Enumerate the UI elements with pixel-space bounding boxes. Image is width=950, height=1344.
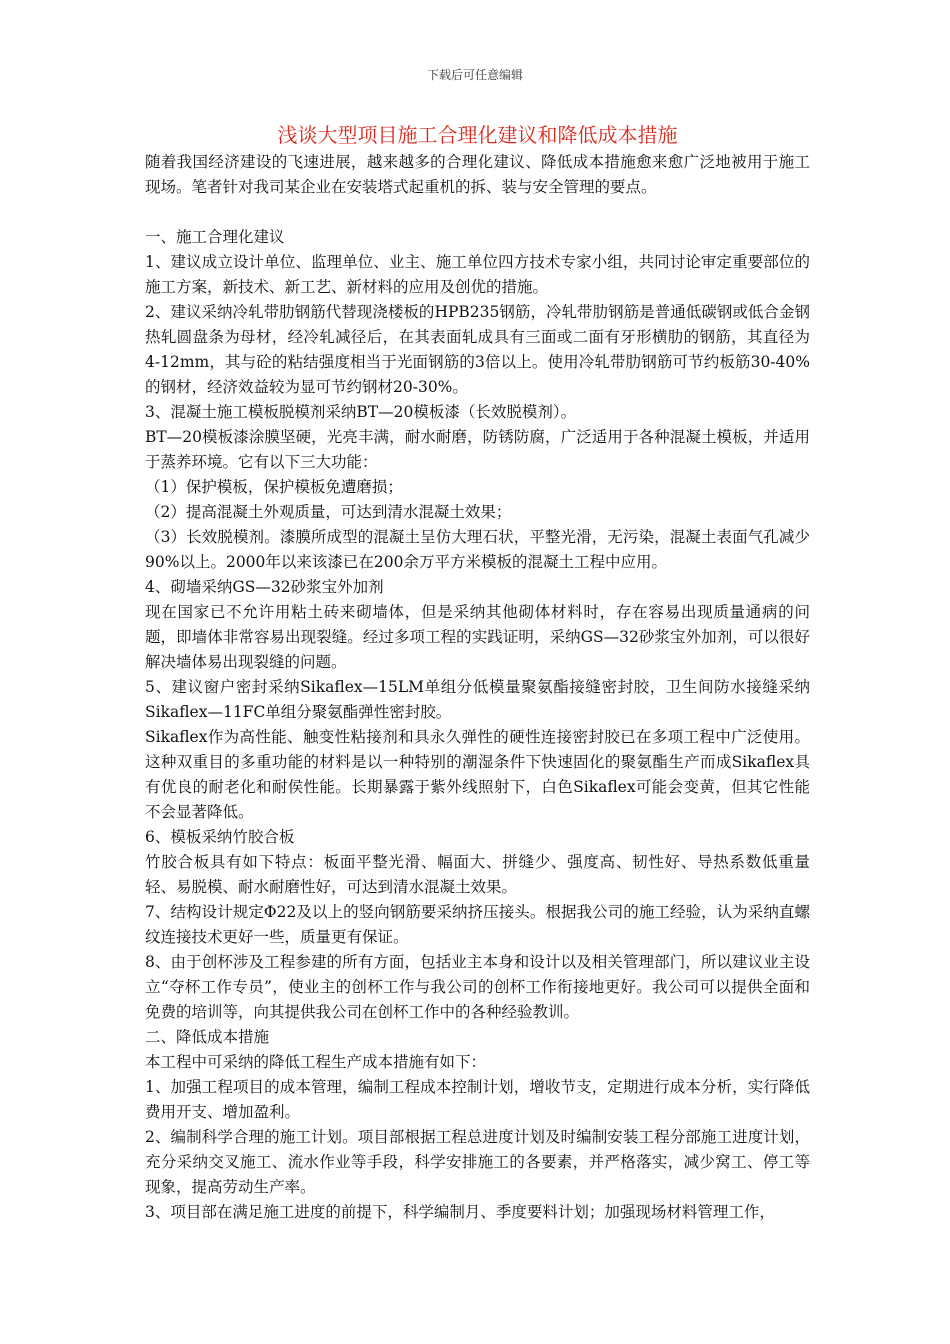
paragraph: 二、降低成本措施	[145, 1028, 270, 1046]
page-header: 下载后可任意编辑	[426, 68, 523, 82]
paragraph: （1）保护模板，保护模板免遭磨损；	[145, 478, 403, 496]
document-body	[145, 120, 810, 1225]
paragraph: 本工程中可采纳的降低工程生产成本措施有如下：	[145, 1053, 487, 1071]
paragraph: 7、结构设计规定Φ22及以上的竖向钢筋要采纳挤压接头。根据我公司的施工经验，认为采纳直螺纹连接技术更好一些，质量更有保证。	[145, 903, 810, 946]
paragraph: （3）长效脱模剂。漆膜所成型的混凝土呈仿大理石状，平整光滑，无污染，混凝土表面气孔减少90%以上。2000年以来该漆已在200余万平方米模板的混凝土工程中应用。	[145, 528, 810, 571]
paragraph: 现在国家已不允许用粘土砖来砌墙体，但是采纳其他砌体材料时，存在容易出现质量通病的问题，即墙体非常容易出现裂缝。经过多项工程的实践证明，采纳GS—32砂浆宝外加剂，可以很好解决墙体易出现裂缝的问题。	[145, 603, 810, 671]
paragraph: Sikaflex作为高性能、触变性粘接剂和具永久弹性的硬性连接密封胶已在多项工程中广泛使用。这种双重目的多重功能的材料是以一种特别的潮湿条件下快速固化的聚氨酯生产而成Sikaflex具有优良的耐老化和耐侯性能。长期暴露于紫外线照射下，白色Sikaflex可能会变黄，但其它性能不会显著降低。	[145, 728, 810, 821]
paragraph: 一、施工合理化建议	[145, 228, 285, 246]
paragraph: 1、建议成立设计单位、监理单位、业主、施工单位四方技术专家小组，共同讨论审定重要部位的施工方案，新技术、新工艺、新材料的应用及创优的措施。	[145, 253, 810, 296]
paragraph: 竹胶合板具有如下特点：板面平整光滑、幅面大、拼缝少、强度高、韧性好、导热系数低重量轻、易脱模、耐水耐磨性好，可达到清水混凝土效果。	[145, 853, 810, 896]
paragraph: （2）提高混凝土外观质量，可达到清水混凝土效果；	[145, 503, 512, 521]
paragraph: BT—20模板漆涂膜坚硬，光亮丰满，耐水耐磨，防锈防腐，广泛适用于各种混凝土模板，并适用于蒸养环境。它有以下三大功能：	[145, 428, 810, 471]
paragraph: 3、项目部在满足施工进度的前提下，科学编制月、季度要料计划；加强现场材料管理工作，	[145, 1203, 775, 1221]
blank-line	[145, 200, 810, 225]
paragraph: 3、混凝土施工模板脱模剂采纳BT—20模板漆（长效脱模剂）。	[145, 403, 577, 421]
document-title: 浅谈大型项目施工合理化建议和降低成本措施	[277, 123, 678, 147]
paragraph: 1、加强工程项目的成本管理，编制工程成本控制计划，增收节支，定期进行成本分析，实行降低费用开支、增加盈利。	[145, 1078, 810, 1121]
paragraph: 4、砌墙采纳GS—32砂浆宝外加剂	[145, 578, 384, 596]
paragraph: 2、建议采纳冷轧带肋钢筋代替现浇楼板的HPB235钢筋，冷轧带肋钢筋是普通低碳钢或低合金钢热轧圆盘条为母材，经冷轧减径后，在其表面轧成具有三面或二面有牙形横肋的钢筋，其直径为4-12mm，其与砼的粘结强度相当于光面钢筋的3倍以上。使用冷轧带肋钢筋可节约板筋30-40%的钢材，经济效益较为显可节约钢材20-30%。	[145, 303, 810, 396]
paragraph-list	[145, 150, 810, 1225]
paragraph: 2、编制科学合理的施工计划。项目部根据工程总进度计划及时编制安装工程分部施工进度计划，充分采纳交叉施工、流水作业等手段，科学安排施工的各要素，并严格落实，减少窝工、停工等现象，提高劳动生产率。	[145, 1128, 810, 1196]
paragraph: 5、建议窗户密封采纳Sikaflex—15LM单组分低模量聚氨酯接缝密封胶，卫生间防水接缝采纳Sikaflex—11FC单组分聚氨酯弹性密封胶。	[145, 678, 810, 721]
paragraph: 8、由于创杯涉及工程参建的所有方面，包括业主本身和设计以及相关管理部门，所以建议业主设立“夺杯工作专员”，使业主的创杯工作与我公司的创杯工作衔接地更好。我公司可以提供全面和免费的培训等，向其提供我公司在创杯工作中的各种经验教训。	[145, 953, 810, 1021]
paragraph: 随着我国经济建设的飞速进展，越来越多的合理化建议、降低成本措施愈来愈广泛地被用于施工现场。笔者针对我司某企业在安装塔式起重机的拆、装与安全管理的要点。	[145, 153, 810, 196]
paragraph: 6、模板采纳竹胶合板	[145, 828, 295, 846]
